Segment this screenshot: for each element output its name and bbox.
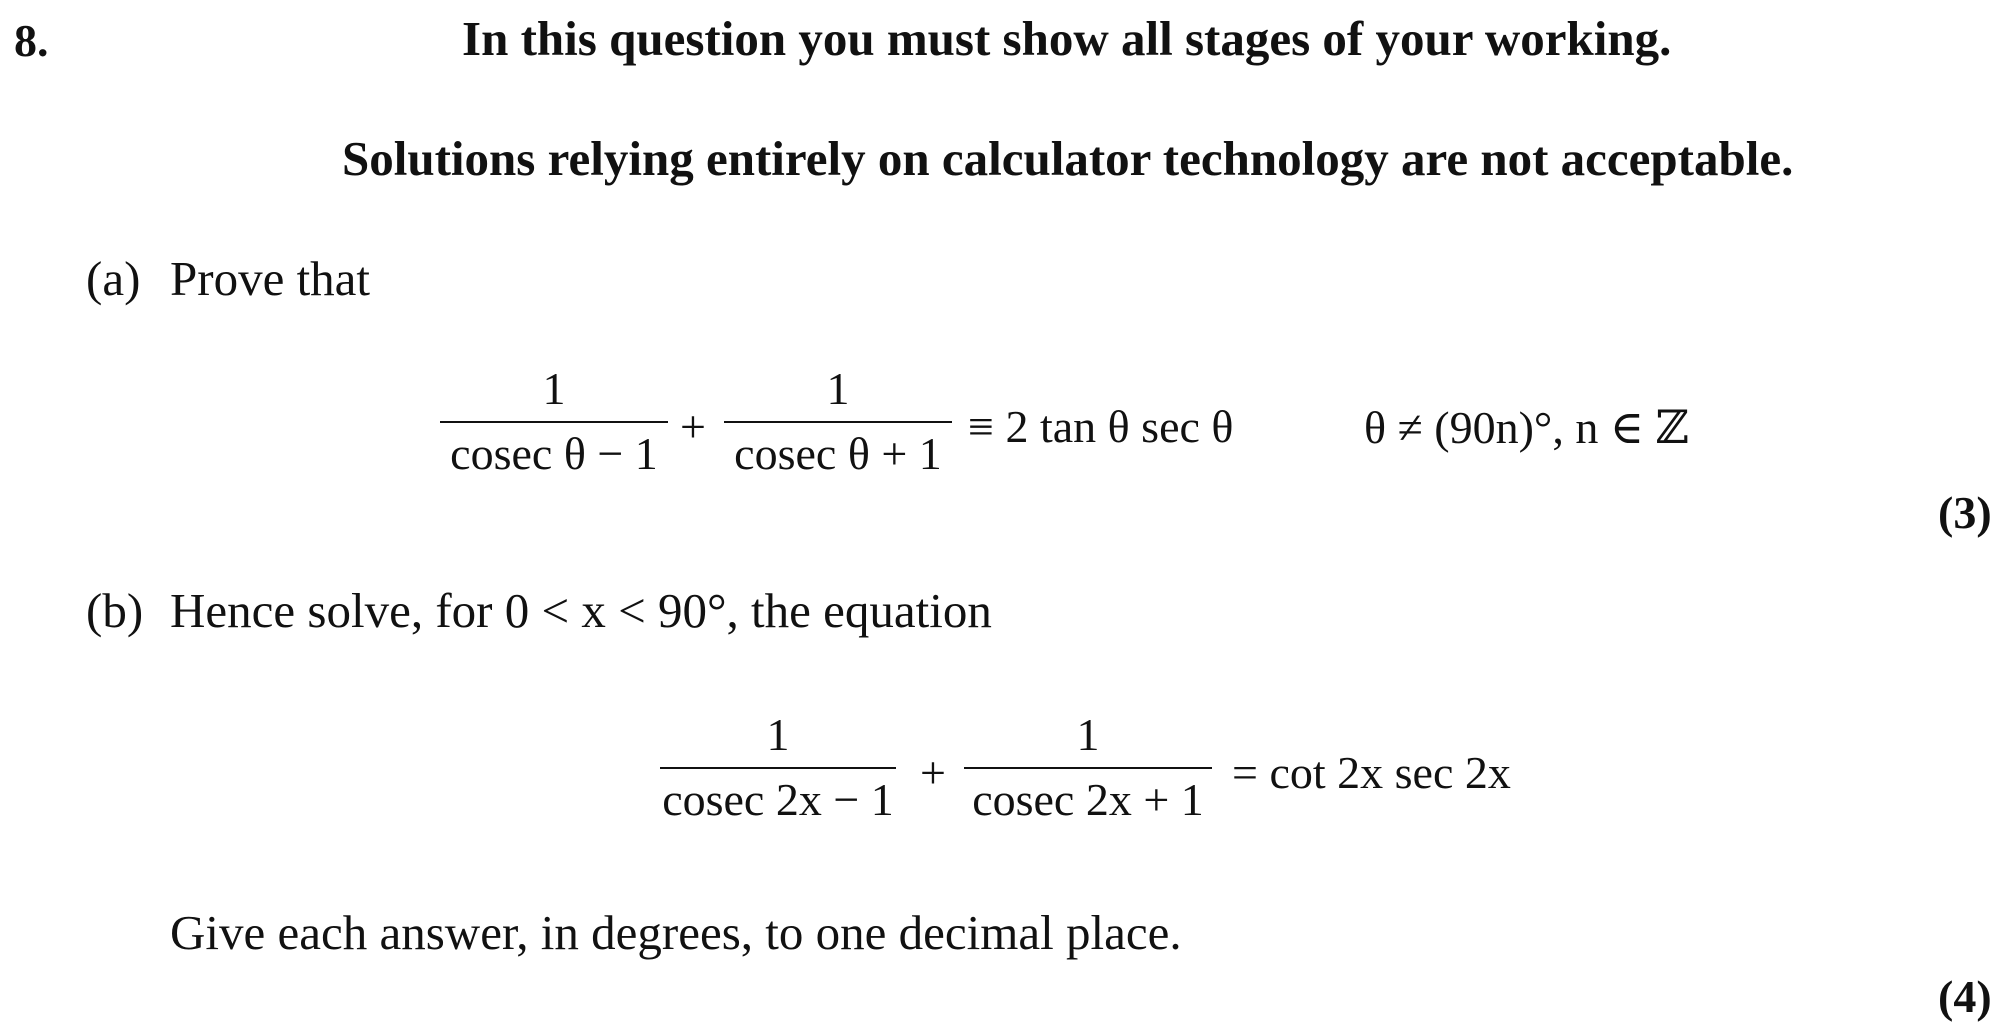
part-b-instruction: Give each answer, in degrees, to one decimal place. [170,905,1182,960]
part-a-fraction-2-denominator: cosec θ + 1 [734,428,942,479]
part-a-fraction-2 [724,362,952,480]
part-b-fraction-2-bar [964,767,1212,769]
part-b-fraction-1 [660,708,896,826]
part-a-fraction-2-numerator: 1 [826,363,850,414]
part-b-fraction-2-numerator: 1 [1076,709,1100,760]
part-a-rhs: ≡ 2 tan θ sec θ [968,401,1234,452]
part-b-label: (b) [86,583,144,638]
question-number: 8. [14,15,49,66]
part-b-rhs: = cot 2x sec 2x [1232,747,1511,798]
part-a-prompt: Prove that [170,251,371,306]
part-a-marks: (3) [1938,487,1992,538]
part-b-fraction-1-bar [660,767,896,769]
part-b-fraction-2-denominator: cosec 2x + 1 [972,774,1204,825]
instruction-calculator: Solutions relying entirely on calculator technology are not acceptable. [342,131,1794,186]
part-a-fraction-1-numerator: 1 [542,363,566,414]
part-a-plus: + [680,401,706,452]
part-a-label: (a) [86,251,141,306]
part-b-fraction-1-numerator: 1 [766,709,790,760]
part-a-fraction-1 [440,362,668,480]
part-a-condition: θ ≠ (90n)°, n ∈ ℤ [1364,402,1689,453]
part-b-marks: (4) [1938,971,1992,1022]
part-a-fraction-2-bar [724,421,952,423]
part-b-fraction-1-denominator: cosec 2x − 1 [662,774,894,825]
part-b-prompt: Hence solve, for 0 < x < 90°, the equation [170,583,992,638]
part-a-fraction-1-denominator: cosec θ − 1 [450,428,658,479]
part-a-fraction-1-bar [440,421,668,423]
part-b-fraction-2 [964,708,1212,826]
instruction-working: In this question you must show all stages of your working. [462,11,1672,66]
part-b-plus: + [920,747,946,798]
